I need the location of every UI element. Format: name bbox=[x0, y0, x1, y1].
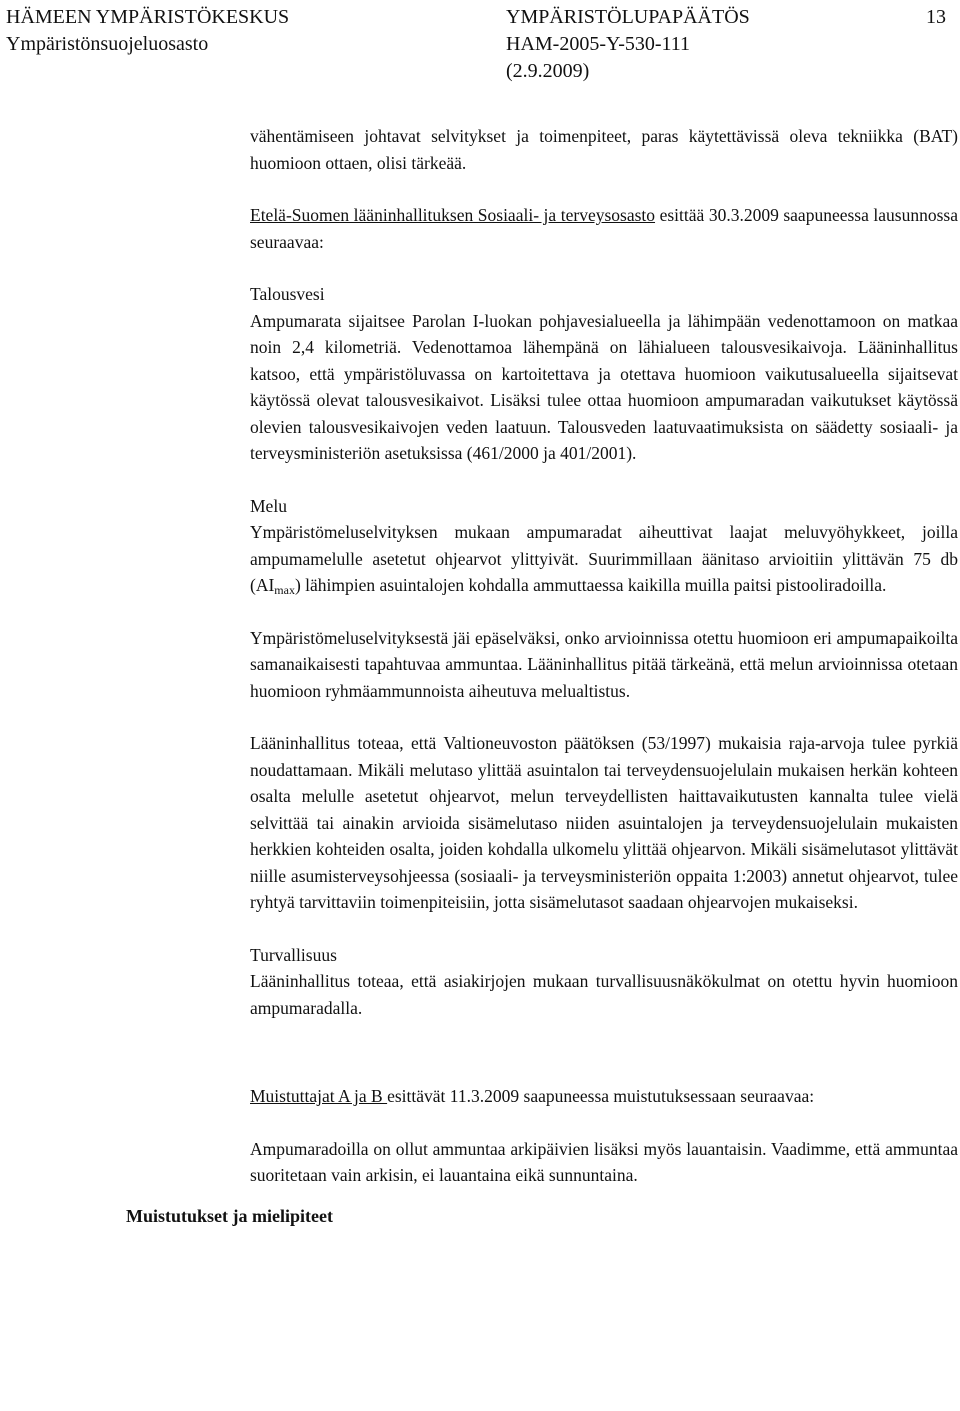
side-heading: Muistutukset ja mielipiteet bbox=[126, 1206, 333, 1226]
muistuttajat-link[interactable]: Muistuttajat A ja B bbox=[250, 1086, 388, 1106]
doc-type: YMPÄRISTÖLUPAPÄÄTÖS bbox=[506, 6, 750, 28]
header-center bbox=[506, 4, 750, 85]
section-heading-turvallisuus: Turvallisuus bbox=[250, 944, 337, 965]
paragraph-melu-2: Ympäristömeluselvityksestä jäi epäselväksi, onko arvioinnissa otettu huomioon eri ampumapaikoilta samanaikaisesti tapahtuvaa ammuntaa. Lääninhallitus pitää tärkeänä, että melun arvioinnissa otetaan huomioon ryhmäammunnoista aiheutuva melualtistus. bbox=[250, 627, 958, 701]
org-name: HÄMEEN YMPÄRISTÖKESKUS bbox=[6, 6, 290, 28]
header-left bbox=[6, 4, 289, 58]
paragraph-talousvesi: Ampumarata sijaitsee Parolan I-luokan pohjavesialueella ja lähimpään vedenottamoon on matkaa noin 2,4 kilometriä. Vedenottamoa lähempänä on lähialueen talousvesikaivoja. Lääninhallitus katsoo, että ympäristöluvassa on kartoitettava ja otettava huomioon vaikutusalueella sijaitsevat käytössä olevat talousvesikaivot. Lisäksi tulee ottaa huomioon ampumaradan vaikutukset käytössä olevien talousvesikaivojen veden laatuun. Talousveden laatuvaatimuksista on säädetty sosiaali- ja terveysministeriön asetuksissa (461/2000 ja 401/2001). bbox=[250, 310, 958, 463]
paragraph-turvallisuus: Lääninhallitus toteaa, että asiakirjojen mukaan turvallisuusnäkökulmat on otettu hyvin huomioon ampumaradalla. bbox=[250, 971, 958, 1018]
page-number: 13 bbox=[926, 6, 946, 28]
paragraph-melu-1 bbox=[250, 519, 958, 599]
paragraph-muistutus: Ampumaradoilla on ollut ammuntaa arkipäivien lisäksi myös lauantaisin. Vaadimme, että ammuntaa suoritetaan vain arkisin, ei lauantaina eikä sunnuntaina. bbox=[250, 1138, 958, 1185]
statement-author-link[interactable]: Etelä-Suomen lääninhallituksen Sosiaali- ja terveysosasto bbox=[250, 205, 656, 225]
melu-1-text: Ympäristömeluselvityksen mukaan ampumaradat aiheuttivat laajat meluvyöhykkeet, joilla ampumamelulle asetetut ohjearvot ylittyivät. Suurimmillaan äänitaso arvioitiin ylittävän 75 db (AI bbox=[250, 522, 958, 595]
melu-1-text-end: ) lähimpien asuintalojen kohdalla ammuttaessa kaikilla muilla paitsi pistooliradoilla. bbox=[294, 575, 887, 595]
paragraph-bat: vähentämiseen johtavat selvitykset ja toimenpiteet, paras käytettävissä oleva tekniikka (BAT) huomioon ottaen, olisi tärkeää. bbox=[250, 126, 958, 173]
statement-intro-text: esittää 30.3.2009 saapuneessa lausunnossa seuraavaa: bbox=[250, 205, 958, 252]
section-heading-melu: Melu bbox=[250, 495, 287, 516]
section-heading-talousvesi: Talousvesi bbox=[250, 284, 325, 304]
doc-id: HAM-2005-Y-530-111 bbox=[506, 33, 691, 55]
muistutus-intro-text: esittävät 11.3.2009 saapuneessa muistutuksessaan seuraavaa: bbox=[387, 1086, 815, 1106]
org-unit: Ympäristönsuojeluosasto bbox=[6, 33, 209, 55]
max-subscript: max bbox=[274, 583, 295, 597]
paragraph-muistutus-intro bbox=[250, 1083, 958, 1110]
paragraph-melu-3: Lääninhallitus toteaa, että Valtioneuvoston päätöksen (53/1997) mukaisia raja-arvoja tulee pyrkiä noudattamaan. Mikäli melutaso ylittää asuintalon tai terveydensuojelulain mukaisen herkän kohteen osalta melulle asetetut ohjearvot, melun terveydellisten haittavaikutusten kannalta tulee vielä selvittää tai ainakin arvioida sisämelutaso niiden asuintalojen ja terveydensuojelulain mukaisten herkkien kohteiden osalta, joiden kohdalla ulkomelu ylittää ohjearvon. Mikäli sisämelutasot ylittävät niille asumisterveysohjeessa (sosiaali- ja terveysministeriön oppaita 1:2003) annetut ohjearvot, tulee ryhtyä tarvittaviin toimenpiteisiin, jotta sisämelutasot saadaan ohjearvojen mukaiseksi. bbox=[250, 733, 958, 912]
page-header bbox=[6, 4, 946, 84]
document-body bbox=[250, 123, 958, 1189]
doc-date: (2.9.2009) bbox=[506, 60, 590, 82]
paragraph-statement-intro bbox=[250, 202, 958, 255]
